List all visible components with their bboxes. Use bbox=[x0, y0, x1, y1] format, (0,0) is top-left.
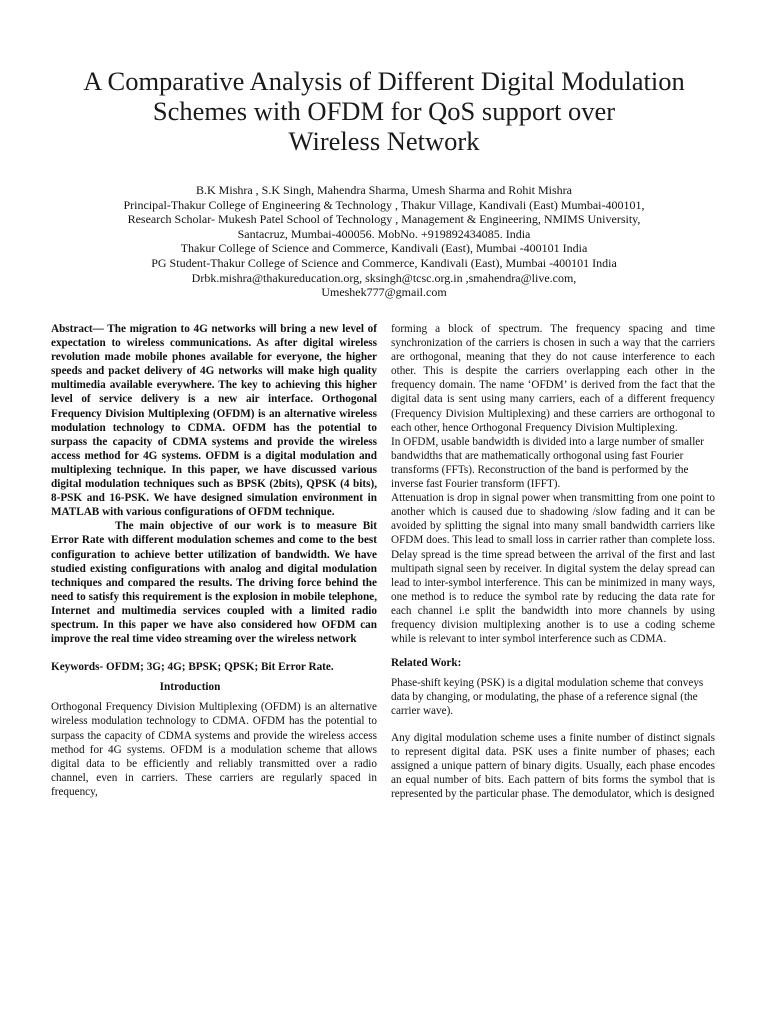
ofdm-paragraph-3: Attenuation is drop in signal power when transmitting from one point to another which is caused due to shadowing /slow fading and it can be avoided by splitting the signal into many small bandwidth carriers like OFDM does. This lead to small loss in carrier rather than complete loss. Delay spread is the time spread between the arrival of the first and last multipath signal seen by receiver. In digital system the delay spread can lead to inter-symbol interference. This can be minimized in many ways, one method is to reduce the symbol rate by reducing the data rate for each channel i.e split the bandwidth into more channels by using frequency division multiplexing another is to use a coding scheme while is relevant to inter symbol interference such as CDMA. bbox=[391, 492, 715, 646]
abstract-paragraph-1: Abstract— The migration to 4G networks will bring a new level of expectation to wireless communications. As after digital wireless revolution made mobile phones available for everyone, the higher speeds and packet delivery of 4G networks will make high quality multimedia available everywhere. The key to achieving this higher level of service delivery is a new air interface. Orthogonal Frequency Division Multiplexing (OFDM) is an alternative wireless modulation technology to CDMA. OFDM has the potential to surpass the capacity of CDMA systems and provide the wireless access method for 4G systems. OFDM is a digital modulation and multiplexing technique. In this paper, we have discussed various digital modulation techniques such as BPSK (2bits), QPSK (4 bits), 8-PSK and 16-PSK. We have designed simulation environment in MATLAB with various configurations of OFDM technique. bbox=[51, 323, 377, 519]
email-line-1: Drbk.mishra@thakureducation.org, sksingh@tcsc.org.in ,smahendra@live.com, bbox=[191, 270, 577, 285]
left-column bbox=[51, 322, 377, 799]
affiliation-line-3: Santacruz, Mumbai-400056. MobNo. +919892434085. India bbox=[237, 226, 531, 241]
introduction-heading: Introduction bbox=[159, 681, 221, 694]
affiliation-line-5: PG Student-Thakur College of Science and Commerce, Kandivali (East), Mumbai -400101 India bbox=[151, 255, 617, 270]
title-line-2: Schemes with OFDM for QoS support over bbox=[152, 96, 616, 126]
title-line-3: Wireless Network bbox=[288, 126, 480, 156]
related-work-paragraph-1: Phase-shift keying (PSK) is a digital modulation scheme that conveys data by changing, or modulating, the phase of a reference signal (the carrier wave). bbox=[391, 677, 704, 718]
paper-title bbox=[40, 66, 728, 156]
related-work-heading: Related Work: bbox=[391, 657, 462, 670]
abstract-paragraph-2: The main objective of our work is to measure Bit Error Rate with different modulation schemes and come to the best configuration to achieve better utilization of bandwidth. We have studied existing configurations with analog and digital modulation techniques and compared the results. The driving force behind the need to satisfy this requirement is the explosion in mobile telephone, Internet and multimedia services coupled with a limited radio spectrum. In this paper we have also considered how OFDM can improve the real time video streaming over the wireless network bbox=[51, 520, 377, 646]
author-names: B.K Mishra , S.K Singh, Mahendra Sharma, Umesh Sharma and Rohit Mishra bbox=[196, 183, 572, 197]
ofdm-paragraph-2: In OFDM, usable bandwidth is divided into a large number of smaller bandwidths that are mathematically orthogonal using fast Fourier transforms (FFTs). Reconstruction of the band is performed by the inverse fast Fourier transform (IFFT). bbox=[391, 435, 704, 491]
keywords: Keywords- OFDM; 3G; 4G; BPSK; QPSK; Bit Error Rate. bbox=[51, 661, 334, 674]
title-line-1: A Comparative Analysis of Different Digital Modulation bbox=[83, 66, 685, 96]
right-column bbox=[391, 322, 715, 801]
affiliation-line-2: Research Scholar- Mukesh Patel School of Technology , Management & Engineering, NMIMS University, bbox=[127, 212, 641, 227]
affiliation-line-1: Principal-Thakur College of Engineering & Technology , Thakur Village, Kandivali (East) Mumbai-400101, bbox=[123, 197, 645, 212]
author-block bbox=[60, 183, 708, 300]
affiliation-line-4: Thakur College of Science and Commerce, Kandivali (East), Mumbai -400101 India bbox=[180, 241, 588, 256]
email-line-2: Umeshek777@gmail.com bbox=[321, 285, 447, 300]
introduction-paragraph: Orthogonal Frequency Division Multiplexing (OFDM) is an alternative wireless modulation technology to CDMA. OFDM has the potential to surpass the capacity of CDMA systems and provide the wireless access method for 4G systems. OFDM is a modulation scheme that allows digital data to be efficiently and reliably transmitted over a radio channel, even in carriers. These carriers are regularly spaced in frequency, bbox=[51, 701, 377, 798]
ofdm-paragraph-1: forming a block of spectrum. The frequency spacing and time synchronization of the carriers is chosen in such a way that the carriers are orthogonal, meaning that they do not cause interference to each other. This is despite the carriers overlapping each other in the frequency domain. The name ‘OFDM’ is derived from the fact that the digital data is sent using many carriers, each of a different frequency (Frequency Division Multiplexing) and these carriers are orthogonal to each other, hence Orthogonal Frequency Division Multiplexing. bbox=[391, 323, 715, 434]
related-work-paragraph-2: Any digital modulation scheme uses a finite number of distinct signals to represent digital data. PSK uses a finite number of phases; each assigned a unique pattern of binary digits. Usually, each phase encodes an equal number of bits. Each pattern of bits forms the symbol that is represented by the particular phase. The demodulator, which is designed bbox=[391, 731, 715, 800]
